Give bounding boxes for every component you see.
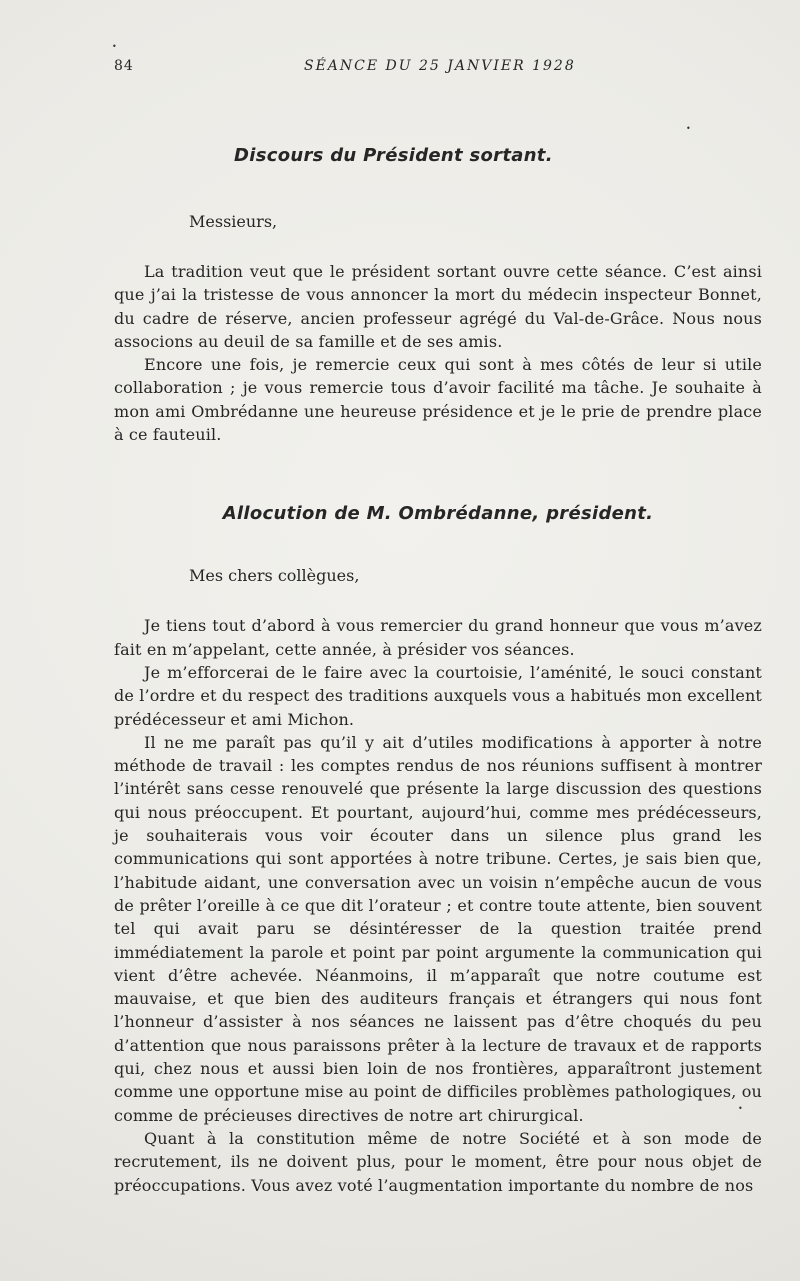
paragraph: Je tiens tout d’abord à vous remercier du grand honneur que vous m’avez fait en m’appelant, cette année, à présider vos séances. (114, 616, 762, 659)
president-departing-section (114, 145, 762, 446)
running-head: SÉANCE DU 25 JANVIER 1928 (304, 58, 576, 74)
paper-speck: • (738, 1104, 743, 1113)
salutation-colleagues: Mes chers collègues, (189, 566, 360, 586)
paragraph: La tradition veut que le président sortant ouvre cette séance. C’est ainsi que j’ai la tristesse de vous annoncer la mort du médecin inspecteur Bonnet, du cadre de réserve, ancien professeur agrégé du Val-de-Grâce. Nous nous associons au deuil de sa famille et de ses amis. (114, 262, 762, 351)
paper-speck: • (686, 124, 691, 133)
paragraph: Quant à la constitution même de notre Société et à son mode de recrutement, ils ne doivent plus, pour le moment, être pour nous objet de préoccupations. Vous avez voté l’augmentation importante du nombre de nos (114, 1128, 762, 1195)
page-number: 84 (114, 58, 134, 74)
section-title-departing-president: Discours du Président sortant. (234, 145, 553, 166)
paragraph: Je m’efforcerai de le faire avec la courtoisie, l’aménité, le souci constant de l’ordre et du respect des traditions auxquels vous a habitués mon excellent prédécesseur et ami Michon. (114, 662, 762, 729)
paper-speck: • (112, 42, 117, 51)
paragraph: Il ne me paraît pas qu’il y ait d’utiles modifications à apporter à notre méthode de travail : les comptes rendus de nos réunions suffisent à montrer l’intérêt sans cesse renouvelé que présente la large discussion des questions qui nous préoccupent. Et pourtant, aujourd’hui, comme mes prédécesseurs, je souhaiterais vous voir écouter dans un silence plus grand les communications qui sont apportées à notre tribune. Certes, je sais bien que, l’habitude aidant, une conversation avec un voisin n’empêche aucun de vous de prêter l’oreille à ce que dit l’orateur ; et contre toute attente, bien souvent tel qui avait paru se désintéresser de la question traitée prend immédiatement la parole et point par point argumente la communication qui vient d’être achevée. Néanmoins, il m’apparaît que notre coutume est mauvaise, et que bien des auditeurs français et étrangers qui nous font l’honneur d’assister à nos séances ne laissent pas d’être choqués du peu d’attention que nous paraissons prêter à la lecture de travaux et de rapports qui, chez nous et aussi bien loin de nos frontières, apparaîtront justement comme une opportune mise au point de difficiles problèmes pathologiques, ou comme de précieuses directives de notre art chirurgical. (114, 732, 762, 1125)
president-address-section (114, 503, 762, 1196)
salutation-messieurs: Messieurs, (189, 212, 278, 231)
page-header (114, 58, 764, 80)
section-title-president-address: Allocution de M. Ombrédanne, président. (222, 503, 654, 525)
paragraph: Encore une fois, je remercie ceux qui sont à mes côtés de leur si utile collaboration ; je vous remercie tous d’avoir facilité ma tâche. Je souhaite à mon ami Ombrédanne une heureuse présidence et je le prie de prendre place à ce fauteuil. (114, 355, 762, 445)
document-body (114, 145, 762, 1197)
